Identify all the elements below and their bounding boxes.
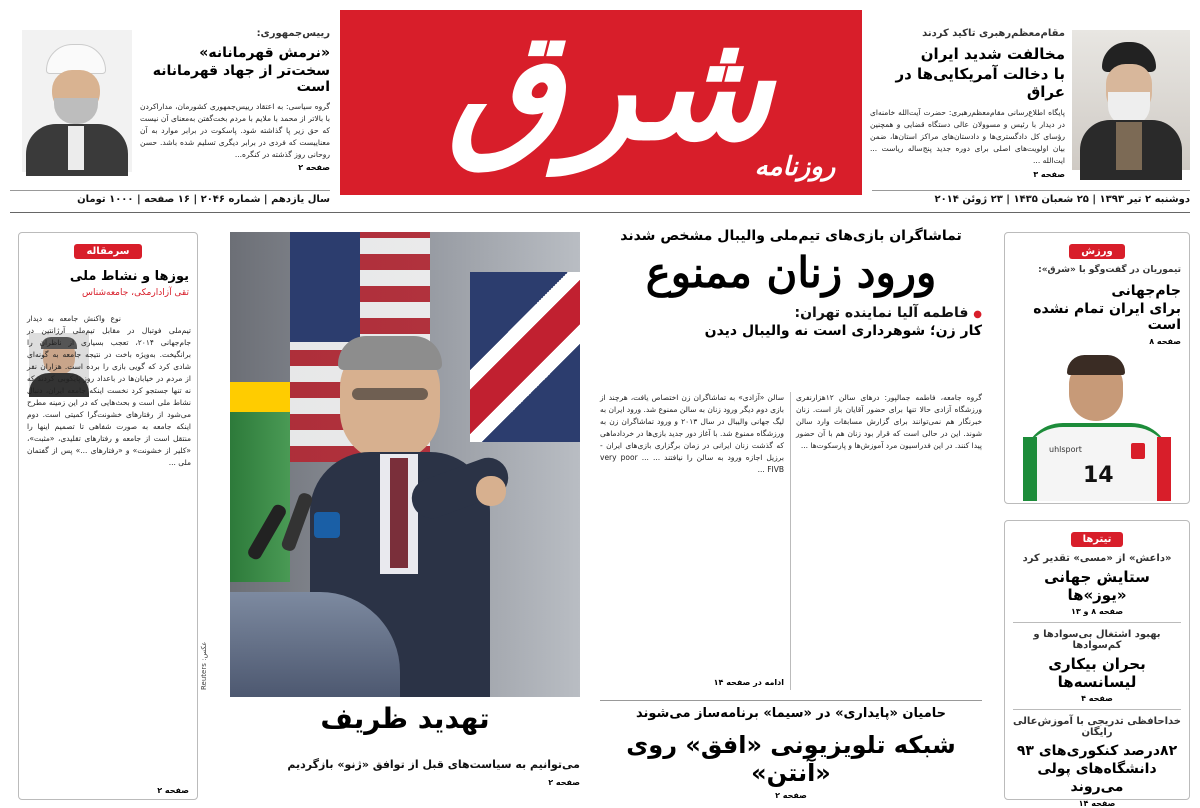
sports-headline-2[interactable]: برای ایران تمام نشده است bbox=[1033, 301, 1181, 333]
headline-item-title[interactable]: ۸۲درصد کنکوری‌های ۹۳ دانشگاه‌های پولی می‌روند bbox=[1016, 743, 1178, 795]
masthead-logo-box bbox=[340, 0, 862, 195]
jersey-number: 14 bbox=[1083, 463, 1114, 488]
editorial-page-ref[interactable]: صفحه ۲ bbox=[157, 786, 189, 795]
jersey-sponsor: uhlsport bbox=[1049, 445, 1082, 454]
leader-headline-2[interactable]: با دخالت آمریکایی‌ها در عراق bbox=[895, 65, 1065, 101]
flag-uk bbox=[470, 272, 580, 442]
tv-headline[interactable]: شبکه تلویزیونی «افق» روی «آنتن» bbox=[626, 731, 956, 787]
issue-line: سال یازدهم | شماره ۲۰۴۶ | ۱۶ صفحه | ۱۰۰۰ تومان bbox=[77, 194, 330, 205]
sports-tab: ورزش bbox=[1069, 244, 1125, 259]
president-page-ref[interactable]: صفحه ۲ bbox=[298, 163, 330, 172]
tv-page-ref[interactable]: صفحه ۲ bbox=[775, 791, 807, 800]
headline-item-page[interactable]: صفحه ۸ و ۱۳ bbox=[1070, 607, 1124, 616]
president-photo bbox=[22, 30, 132, 172]
main-continue[interactable]: ادامه در صفحه ۱۴ bbox=[713, 678, 784, 687]
president-kicker: رییس‌جمهوری: bbox=[256, 28, 330, 39]
leader-kicker: مقام‌معظم‌رهبری تاکید کردند bbox=[922, 28, 1065, 39]
headline-item-page[interactable]: صفحه ۴ bbox=[1081, 694, 1113, 703]
headline-item-title[interactable]: بحران بیکاری لیسانسه‌ها bbox=[1048, 655, 1146, 691]
editorial-title[interactable]: یوزها و نشاط ملی bbox=[69, 269, 189, 284]
photo-credit: Reuters :عکس bbox=[200, 641, 208, 690]
sports-kicker: تیموریان در گفت‌وگو با «شرق»: bbox=[1038, 265, 1181, 275]
president-headline-2[interactable]: سخت‌تر از جهاد قهرمانانه است bbox=[152, 63, 330, 95]
zarif-headline[interactable]: تهدید ظریف bbox=[320, 702, 490, 735]
zarif-photo bbox=[230, 232, 580, 697]
president-body: گروه سیاسی: به اعتقاد رییس‌جمهوری کشورمان، مدارا‌کردن با بالاتر از محمد با ملایم با مردم بخت‌گفتن به‌معنای آن نیست که حق زیر پا گذاشته شود. پاسکوت در برابر موارد به آن معناییست که فردی در برابر دیگری تسلیم شده باشد. حسن روحانی روز گذشته در کنگره... bbox=[140, 102, 330, 159]
jersey bbox=[1023, 423, 1171, 501]
masthead-subtitle: روزنامه bbox=[754, 152, 836, 182]
sports-box bbox=[1004, 232, 1190, 504]
leader-photo bbox=[1072, 30, 1190, 170]
headline-item-page[interactable]: صفحه ۱۴ bbox=[1078, 799, 1116, 808]
editorial-box bbox=[18, 232, 198, 800]
sports-headline-1[interactable]: جام‌جهانی bbox=[1111, 283, 1181, 299]
main-headline[interactable]: ورود زنان ممنوع bbox=[645, 248, 937, 297]
main-quote-kicker: فاطمه آلیا نماینده تهران: bbox=[794, 305, 969, 321]
headline-item-kicker: خداحافظی تدریجی با آموزش‌عالی رایگان bbox=[1012, 716, 1181, 738]
headline-item-title[interactable]: ستایش جهانی «یوز»ها bbox=[1044, 568, 1150, 604]
leader-body: پایگاه اطلاع‌رسانی مقام‌معظم‌رهبری: حضرت آیت‌الله خامنه‌ای در دیدار با رئیس و مسوولان عالی دستگاه قضایی و همچنین رؤسای کل دادگستری‌ها و دادستان‌های مراکز استان‌ها، ضمن بیان اولویت‌های اصلی برای دوره جدید پنج‌ساله ریاست ... ایت‌الله ... bbox=[870, 108, 1065, 165]
date-line: دوشنبه ۲ تیر ۱۳۹۳ | ۲۵ شعبان ۱۴۳۵ | ۲۳ ژوئن ۲۰۱۴ bbox=[934, 194, 1190, 205]
bullet-icon: ● bbox=[973, 309, 982, 320]
president-headline-1[interactable]: «نرمش قهرمانانه» bbox=[199, 45, 330, 61]
footballer-photo bbox=[1013, 353, 1181, 501]
tv-kicker: حامیان «پایداری» در «سیما» برنامه‌ساز می‌شوند bbox=[636, 706, 946, 721]
leader-headline-1[interactable]: مخالفت شدید ایران bbox=[920, 45, 1065, 63]
headlines-tab: تیترها bbox=[1071, 532, 1124, 547]
editorial-body: نوع واکنش جامعه به دیدار تیم‌ملی فوتبال در مقابل تیم‌ملی آرژانتین در جام‌جهانی ۲۰۱۴، تعجب بسیاری از ناظران را برانگیخت. به‌ویژه باخت در نتیجه جامعه به گونه‌ای شادی کرد که گویی بازی را برده است. هزاران نفر از مردم در خیابان‌ها در باعداد روز پایکوبی کردند که نه تنها جستجو کرد نخست اینکه جامعه ایران، دنبال نشاط ملی است و بحث‌هایی که در این زمینه مطرح می‌شود از رفتارهای خشونت‌گرا کمیتی است. دوم اینکه جامعه به‌ صورت شفاهی تا تصمیم اینها را منتقل است از جامعه و رفتارهای تقلیدی، «مثبت»، «کلیر از خشونت» و «رفتارهای ...» پس از گفتمان ملی ... bbox=[27, 314, 191, 467]
headline-item-kicker: بهبود اشتغال بی‌سوادها و کم‌سوادها bbox=[1033, 629, 1161, 651]
headlines-box bbox=[1004, 520, 1190, 808]
masthead-logo: شرق bbox=[447, 0, 773, 174]
editorial-author: تقی آزاد‌ارمکی، جامعه‌شناس bbox=[82, 288, 189, 298]
leader-page-ref[interactable]: صفحه ۳ bbox=[1033, 170, 1065, 179]
headline-item-kicker: «داعش» از «مسی» تقدیر کرد bbox=[1022, 553, 1172, 564]
editorial-tab: سرمقاله bbox=[74, 244, 141, 259]
main-body-right: گروه جامعه، فاطمه جمالپور: در‌های سالن ۱۲هزار‌نفری ورزشگاه آزادی حالا تنها برای حضور آقایان باز است. زنان خبرنگار هم نمی‌توانند برای گزارش مسابقات وارد سالن شوند. این در حالی است که قرار بود زنان هم با آن حضور پیدا کنند. در این فدراسیون مرد آموزش‌ها و پارسکوت‌ها ... bbox=[796, 393, 982, 450]
main-quote[interactable]: کار زن؛ شوهرداری است نه والیبال دیدن bbox=[704, 323, 982, 339]
zarif-page-ref[interactable]: صفحه ۲ bbox=[548, 778, 580, 787]
main-body-left: سالن «آزادی» به تماشاگران زن اختصاص یافت، هرچند از بازی دوم دیگر ورود زنان به سالن ممنوع شد. ورود ایران به لیگ جهانی والیبال در سال ۲۰۱۳ و ورود تماشاگران زن به ورزشگاه ممنوع شد. با آغاز دور جدید بازی‌ها در خرداد‌ماهی که گذشت زنان ایرانی در زمان برگزاری بازی‌های ایران - برزیل اجازه ورود به سالن را نیافتند ... very poor ... FIVB ... bbox=[600, 393, 784, 474]
main-kicker: تماشاگران بازی‌های تیم‌ملی والیبال مشخص شدند bbox=[620, 228, 962, 244]
sports-page-ref[interactable]: صفحه ۸ bbox=[1149, 337, 1181, 346]
zarif-subhead[interactable]: می‌توانیم به سیاست‌های قبل از توافق «ژنو» بازگردیم bbox=[287, 758, 580, 771]
